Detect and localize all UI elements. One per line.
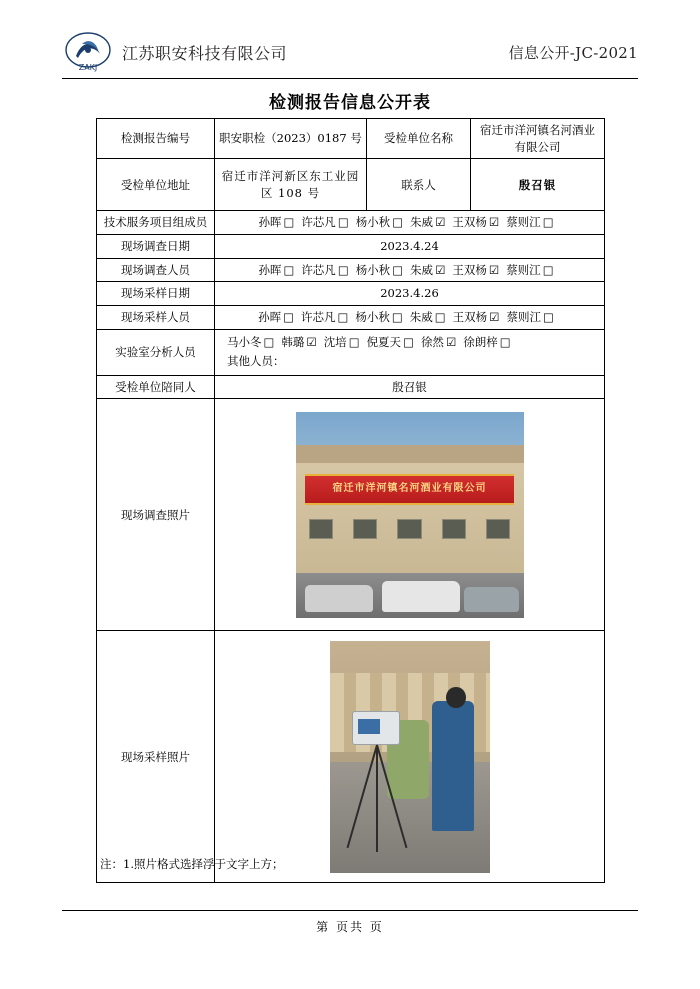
checkbox-unchecked[interactable]: □ [434,310,446,325]
checkbox-unchecked[interactable]: □ [542,310,554,325]
person-name: 杨小秋 [355,262,391,277]
person-name: 王双杨 [452,262,487,277]
person-name: 王双杨 [452,310,488,325]
report-no-label: 检测报告编号 [97,119,215,159]
lab-staff [227,333,600,353]
table-row [97,329,605,375]
person-name: 孙晖 [258,262,282,277]
document-code: 信息公开-JC-2021 [508,43,638,62]
table-row [97,375,605,399]
photo-window [353,519,377,539]
survey-date-value: 2023.4.24 [215,235,605,259]
checkbox-unchecked[interactable]: □ [348,334,360,349]
person-name: 徐朗梓 [463,334,498,349]
checkbox-unchecked[interactable]: □ [337,310,349,325]
person-name: 徐然 [420,334,444,349]
person-name: 朱威 [410,215,434,230]
survey-photo-cell [215,399,605,631]
survey-photo-image [296,412,524,618]
address-label: 受检单位地址 [97,159,215,211]
header-divider [62,78,638,79]
photo-sampling-device [352,711,400,746]
person-name: 蔡则江 [506,262,541,277]
checkbox-checked[interactable]: ☑ [489,310,500,325]
photo-car [305,585,373,612]
team-label: 技术服务项目组成员 [97,211,215,235]
sampling-staff-label: 现场采样人员 [97,306,215,330]
table-row [97,258,605,282]
sampling-photo-label: 现场采样照片 [97,631,215,883]
table-row [97,211,605,235]
photo-worker [432,701,474,831]
person-name: 韩璐 [281,334,305,349]
table-row [97,306,605,330]
checkbox-checked[interactable]: ☑ [488,262,500,277]
photo-building-top [296,445,524,464]
accompany-value: 殷召银 [215,375,605,399]
page-header [62,26,638,78]
survey-photo-label: 现场调查照片 [97,399,215,631]
photo-worker-head [446,687,465,708]
checkbox-unchecked[interactable]: □ [499,334,511,349]
client-value: 宿迁市洋河镇名河酒业有限公司 [471,119,605,159]
photo-car [464,587,519,612]
checkbox-checked[interactable]: ☑ [445,334,457,349]
checkbox-checked[interactable]: ☑ [306,334,317,349]
checkbox-checked[interactable]: ☑ [488,215,500,230]
person-name: 许芯凡 [301,215,336,230]
sampling-photo-image [330,641,490,873]
person-name: 杨小秋 [355,310,390,325]
table-row-sampling-photo [97,631,605,883]
info-table [96,118,605,883]
person-name: 沈培 [323,334,347,349]
checkbox-unchecked[interactable]: □ [392,262,404,277]
person-name: 王双杨 [452,215,487,230]
photo-car [382,581,460,612]
contact-value: 殷召银 [471,159,605,211]
table-row [97,282,605,306]
photo-tripod [355,745,397,852]
sampling-photo-cell [215,631,605,883]
checkbox-unchecked[interactable]: □ [391,310,403,325]
person-name: 孙晖 [258,310,282,325]
checkbox-unchecked[interactable]: □ [392,215,404,230]
person-name: 朱威 [410,262,434,277]
table-row [97,119,605,159]
person-name: 蔡则江 [506,310,541,325]
checkbox-unchecked[interactable]: □ [337,262,349,277]
person-name: 倪夏天 [366,334,402,349]
sampling-date-value: 2023.4.26 [215,282,605,306]
footer-divider [62,910,638,911]
table-row-survey-photo [97,399,605,631]
photo-window-row [309,519,510,539]
checkbox-unchecked[interactable]: □ [542,262,554,277]
checkbox-unchecked[interactable]: □ [263,334,275,349]
lab-staff-label: 实验室分析人员 [97,329,215,375]
person-name: 杨小秋 [355,215,391,230]
person-name: 许芯凡 [301,310,336,325]
footnote: 注：1.照片格式选择浮于文字上方； [100,857,284,871]
checkbox-unchecked[interactable]: □ [283,262,295,277]
photo-window [486,519,510,539]
checkbox-unchecked[interactable]: □ [337,215,349,230]
person-name: 马小冬 [227,334,262,349]
other-staff-label: 其他人员： [227,354,285,369]
photo-banner-text: 宿迁市洋河镇名河酒业有限公司 [305,474,515,505]
survey-date-label: 现场调查日期 [97,235,215,259]
photo-window [442,519,466,539]
photo-window [309,519,333,539]
sampling-date-label: 现场采样日期 [97,282,215,306]
accompany-label: 受检单位陪同人 [97,375,215,399]
client-label: 受检单位名称 [367,119,471,159]
table-row [97,159,605,211]
page-title: 检测报告信息公开表 [269,93,431,113]
checkbox-unchecked[interactable]: □ [283,215,295,230]
person-name: 孙晖 [258,215,282,230]
checkbox-checked[interactable]: ☑ [435,262,446,277]
checkbox-checked[interactable]: ☑ [435,215,446,230]
table-row [97,235,605,259]
page-footer: 第 页共 页 [316,920,384,934]
address-value: 宿迁市洋河新区东工业园区 108 号 [215,159,367,211]
team-members [215,211,605,235]
company-name: 江苏职安科技有限公司 [122,43,288,63]
report-no-value: 职安职检（2023）0187 号 [215,119,367,159]
company-logo-icon [62,30,114,74]
person-name: 朱威 [409,310,433,325]
photo-building [296,445,524,573]
person-name: 许芯凡 [301,262,336,277]
survey-staff-label: 现场调查人员 [97,258,215,282]
svg-text:ZAKJ: ZAKJ [78,63,98,72]
contact-label: 联系人 [367,159,471,211]
checkbox-unchecked[interactable]: □ [283,310,295,325]
person-name: 蔡则江 [506,215,541,230]
survey-staff [215,258,605,282]
photo-window [397,519,421,539]
checkbox-unchecked[interactable]: □ [542,215,554,230]
sampling-staff [215,306,605,330]
checkbox-unchecked[interactable]: □ [403,334,414,349]
company-brand [62,30,287,74]
